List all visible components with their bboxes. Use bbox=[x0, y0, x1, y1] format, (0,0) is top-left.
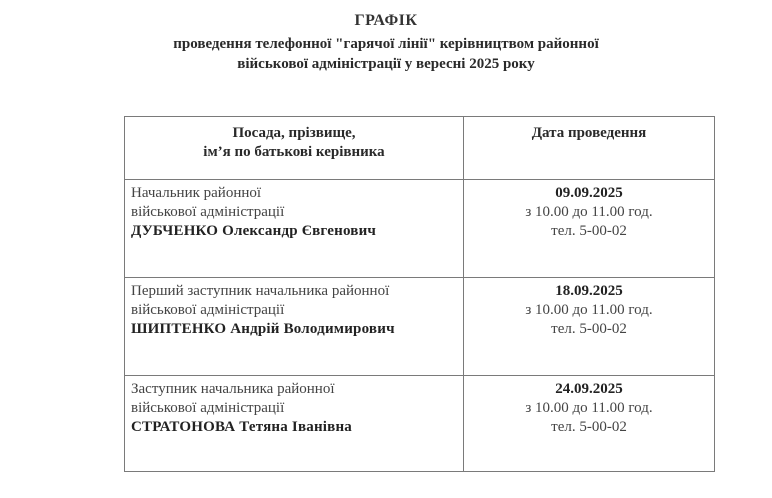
hotline-time: з 10.00 до 11.00 год. bbox=[525, 400, 653, 416]
table-row bbox=[125, 180, 715, 278]
position-title: Перший заступник начальника районної bbox=[131, 283, 390, 299]
position-organization: військової адміністрації bbox=[131, 204, 285, 220]
official-name: ДУБЧЕНКО Олександр Євгенович bbox=[131, 223, 377, 239]
table-row bbox=[125, 278, 715, 376]
subtitle-line-1: проведення телефонної "гарячої лінії" керівництвом районної bbox=[173, 36, 599, 52]
column-header-date: Дата проведення bbox=[464, 117, 715, 180]
date-cell bbox=[464, 180, 715, 278]
column-header-position bbox=[125, 117, 464, 180]
date-cell bbox=[464, 278, 715, 376]
document-subtitle bbox=[0, 34, 772, 74]
hotline-phone: тел. 5-00-02 bbox=[551, 223, 627, 239]
position-cell bbox=[125, 376, 464, 472]
table-row bbox=[125, 376, 715, 472]
hotline-date: 18.09.2025 bbox=[555, 283, 623, 299]
official-name: ШИПТЕНКО Андрій Володимирович bbox=[131, 321, 395, 337]
hotline-date: 09.09.2025 bbox=[555, 185, 623, 201]
position-title: Заступник начальника районної bbox=[131, 381, 335, 397]
position-organization: військової адміністрації bbox=[131, 302, 285, 318]
position-title: Начальник районної bbox=[131, 185, 262, 201]
subtitle-line-2: військової адміністрації у вересні 2025 року bbox=[237, 56, 535, 72]
document-title: ГРАФІК bbox=[354, 12, 418, 29]
column-header-position-line-1: Посада, прізвище, bbox=[232, 125, 356, 141]
schedule-table bbox=[124, 116, 715, 472]
date-cell bbox=[464, 376, 715, 472]
position-cell bbox=[125, 278, 464, 376]
position-organization: військової адміністрації bbox=[131, 400, 285, 416]
position-cell bbox=[125, 180, 464, 278]
official-name: СТРАТОНОВА Тетяна Іванівна bbox=[131, 419, 353, 435]
column-header-position-line-2: ім’я по батькові керівника bbox=[203, 144, 385, 160]
hotline-phone: тел. 5-00-02 bbox=[551, 419, 627, 435]
table-header-row bbox=[125, 117, 715, 180]
hotline-time: з 10.00 до 11.00 год. bbox=[525, 302, 653, 318]
hotline-time: з 10.00 до 11.00 год. bbox=[525, 204, 653, 220]
hotline-date: 24.09.2025 bbox=[555, 381, 623, 397]
hotline-phone: тел. 5-00-02 bbox=[551, 321, 627, 337]
